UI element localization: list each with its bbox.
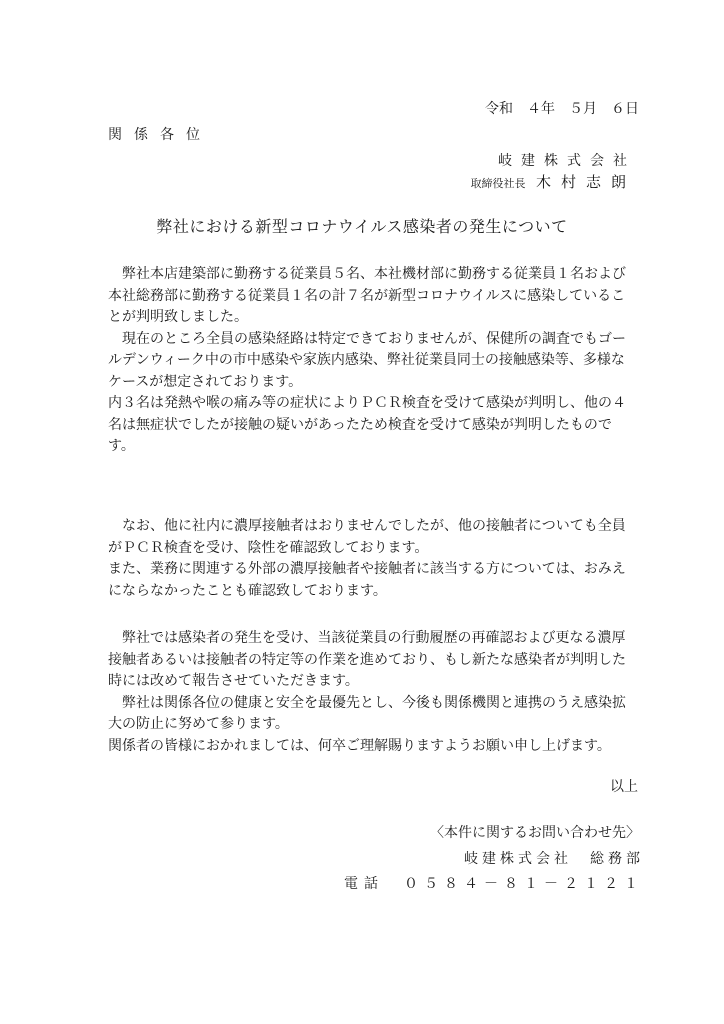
- closing-mark: 以上: [610, 779, 638, 795]
- signer-name: 木村志朗: [535, 173, 636, 191]
- issuer-company: 岐建株式会社: [498, 153, 636, 169]
- body-paragraph-contact-tracing: なお、他に社内に濃厚接触者はおりませんでしたが、他の接触者についても全員がＰＣＲ検査を受け、陰性を確認致しております。 また、業務に関連する外部の濃厚接触者や接触者に該当する方については、おみえにならなかったことも確認致しております。: [108, 518, 626, 599]
- body-paragraph-infection-report: 弊社本店建築部に勤務する従業員５名、本社機材部に勤務する従業員１名および本社総務部に勤務する従業員１名の計７名が新型コロナウイルスに感染していることが判明致しました。 現在のところ全員の感染経路は特定できておりませんが、保健所の調査でもゴールデンウィーク中の市中感染や家族内感染、弊社従業員同士の接触感染等、多様なケースが想定されております。 内３名は発熱や喉の痛み等の症状によりＰＣＲ検査を受けて感染が判明し、他の４名は無症状でしたが接触の疑いがあったため検査を受けて感染が判明したものです。: [108, 266, 626, 454]
- document-title: 弊社における新型コロナウイルス感染者の発生について: [156, 217, 568, 236]
- body-paragraph-response: 弊社では感染者の発生を受け、当該従業員の行動履歴の再確認および更なる濃厚接触者あるいは接触者の特定等の作業を進めており、もし新たな感染者が判明した時には改めて報告させていただきます。 弊社は関係各位の健康と安全を最優先とし、今後も関係機関と連携のうえ感染拡大の防止に努めて参ります。 関係者の皆様におかれましては、何卒ご理解賜りますようお願い申し上げます。: [108, 630, 626, 754]
- document-date: 令和 ４年 ５月 ６日: [485, 101, 639, 117]
- signer-title: 取締役社長: [470, 177, 526, 190]
- contact-phone: 電話 ０５８４－８１－２１２１: [344, 876, 644, 892]
- signer-line: [471, 171, 636, 192]
- addressee: 関係各位: [108, 127, 212, 143]
- contact-heading: 〈本件に関するお問い合わせ先〉: [430, 825, 640, 841]
- contact-department: 岐建株式会社 総務部: [464, 851, 644, 867]
